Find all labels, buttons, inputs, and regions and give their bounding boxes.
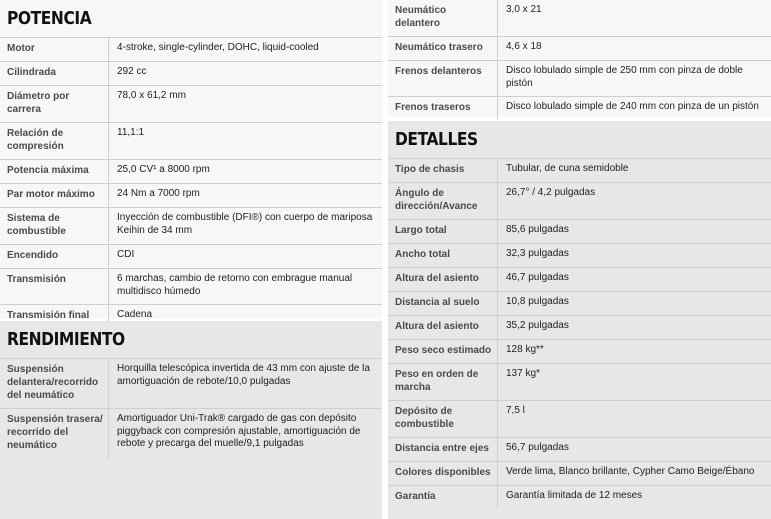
right-column <box>388 0 771 519</box>
spec-row <box>0 122 382 159</box>
spec-row <box>388 96 771 120</box>
section-title-rendimiento: RENDIMIENTO <box>7 329 125 350</box>
spec-label: Largo total <box>395 225 447 236</box>
spec-label: Distancia al suelo <box>395 297 480 308</box>
spec-value: Disco lobulado simple de 250 mm con pinza de doble pistón <box>497 61 771 96</box>
spec-row <box>388 158 771 182</box>
spec-label: Neumático delantero <box>395 5 447 29</box>
spec-label: Altura del asiento <box>395 273 479 284</box>
spec-label: Suspensión trasera/ recorrido del neumático <box>7 414 103 451</box>
spec-row <box>0 244 382 268</box>
spec-row <box>0 358 382 408</box>
spec-value: 78,0 x 61,2 mm <box>108 86 382 122</box>
spec-label: Encendido <box>7 250 59 261</box>
spec-label: Neumático trasero <box>395 42 483 53</box>
wheels-brakes-section <box>388 0 771 117</box>
spec-label: Peso en orden de marcha <box>395 369 479 393</box>
spec-value: 24 Nm a 7000 rpm <box>108 184 382 207</box>
spec-label: Depósito de combustible <box>395 406 454 430</box>
spec-row <box>388 182 771 219</box>
spec-label: Cilindrada <box>7 67 56 78</box>
spec-row <box>388 437 771 461</box>
spec-label: Colores disponibles <box>395 467 491 478</box>
spec-row <box>0 159 382 183</box>
spec-value: Amortiguador Uni-Trak® cargado de gas con depósito piggyback con compresión ajustable, amortiguación de rebote y precarga del muelle/9,1 pulgadas <box>108 409 382 458</box>
spec-value: 56,7 pulgadas <box>497 438 771 461</box>
spec-value: Horquilla telescópica invertida de 43 mm con ajuste de la amortiguación de rebote/10,0 pulgadas <box>108 359 382 408</box>
spec-row <box>0 37 382 61</box>
spec-value: 137 kg* <box>497 364 771 400</box>
potencia-rows <box>0 37 382 328</box>
spec-value: 32,3 pulgadas <box>497 244 771 267</box>
spec-label: Motor <box>7 43 35 54</box>
spec-label: Par motor máximo <box>7 189 95 200</box>
spec-label: Altura del asiento <box>395 321 479 332</box>
spec-label: Garantía <box>395 491 436 502</box>
spec-row <box>388 363 771 400</box>
spec-value: 128 kg** <box>497 340 771 363</box>
spec-row <box>0 408 382 458</box>
spec-value: 25,0 CV¹ a 8000 rpm <box>108 160 382 183</box>
spec-label: Distancia entre ejes <box>395 443 489 454</box>
spec-value: 35,2 pulgadas <box>497 316 771 339</box>
spec-row <box>388 0 771 36</box>
spec-value: 46,7 pulgadas <box>497 268 771 291</box>
spec-row <box>0 183 382 207</box>
spec-row <box>0 268 382 304</box>
spec-label: Ancho total <box>395 249 450 260</box>
spec-label: Peso seco estimado <box>395 345 492 356</box>
spec-label: Tipo de chasis <box>395 164 465 175</box>
spec-label: Frenos delanteros <box>395 66 482 77</box>
spec-row <box>388 339 771 363</box>
spec-row <box>0 85 382 122</box>
spec-value: 85,6 pulgadas <box>497 220 771 243</box>
spec-row <box>388 291 771 315</box>
spec-value: 26,7° / 4,2 pulgadas <box>497 183 771 219</box>
spec-value: Garantía limitada de 12 meses <box>497 486 771 509</box>
spec-label: Potencia máxima <box>7 165 89 176</box>
spec-value: 3,0 x 21 <box>497 0 771 36</box>
spec-value: CDI <box>108 245 382 268</box>
detalles-section <box>388 121 771 519</box>
spec-label: Frenos traseros <box>395 102 471 113</box>
spec-value: Disco lobulado simple de 240 mm con pinza de un pistón <box>497 97 771 120</box>
rendimiento-section <box>0 321 382 519</box>
spec-value: Inyección de combustible (DFI®) con cuerpo de mariposa Keihin de 34 mm <box>108 208 382 244</box>
section-title-potencia: POTENCIA <box>7 8 92 29</box>
spec-row <box>0 61 382 85</box>
spec-label: Transmisión final <box>7 310 90 321</box>
detalles-rows <box>388 158 771 509</box>
spec-value: 11,1:1 <box>108 123 382 159</box>
spec-row <box>388 400 771 437</box>
spec-label: Relación de compresión <box>7 128 64 152</box>
spec-value: 10,8 pulgadas <box>497 292 771 315</box>
left-column <box>0 0 382 519</box>
spec-label: Suspensión delantera/recorrido del neumático <box>7 364 99 401</box>
spec-label: Ángulo de dirección/Avance <box>395 188 478 212</box>
spec-row <box>388 461 771 485</box>
potencia-section <box>0 0 382 319</box>
spec-row <box>388 60 771 96</box>
section-title-detalles: DETALLES <box>395 129 478 150</box>
spec-value: 7,5 l <box>497 401 771 437</box>
spec-row <box>388 315 771 339</box>
spec-label: Sistema de combustible <box>7 213 66 237</box>
spec-row <box>388 36 771 60</box>
spec-value: 4-stroke, single-cylinder, DOHC, liquid-cooled <box>108 38 382 61</box>
spec-row <box>388 267 771 291</box>
spec-value: 292 cc <box>108 62 382 85</box>
spec-row <box>388 219 771 243</box>
rendimiento-rows <box>0 358 382 458</box>
spec-value: Verde lima, Blanco brillante, Cypher Camo Beige/Ébano <box>497 462 771 485</box>
spec-row <box>0 207 382 244</box>
wheels-brakes-rows <box>388 0 771 120</box>
spec-value: 6 marchas, cambio de retorno con embrague manual multidisco húmedo <box>108 269 382 304</box>
spec-row <box>388 485 771 509</box>
spec-value: Tubular, de cuna semidoble <box>497 159 771 182</box>
spec-row <box>388 243 771 267</box>
spec-label: Transmisión <box>7 274 66 285</box>
spec-value: Cadena <box>108 305 382 328</box>
spec-value: 4,6 x 18 <box>497 37 771 60</box>
spec-label: Diámetro por carrera <box>7 91 70 115</box>
